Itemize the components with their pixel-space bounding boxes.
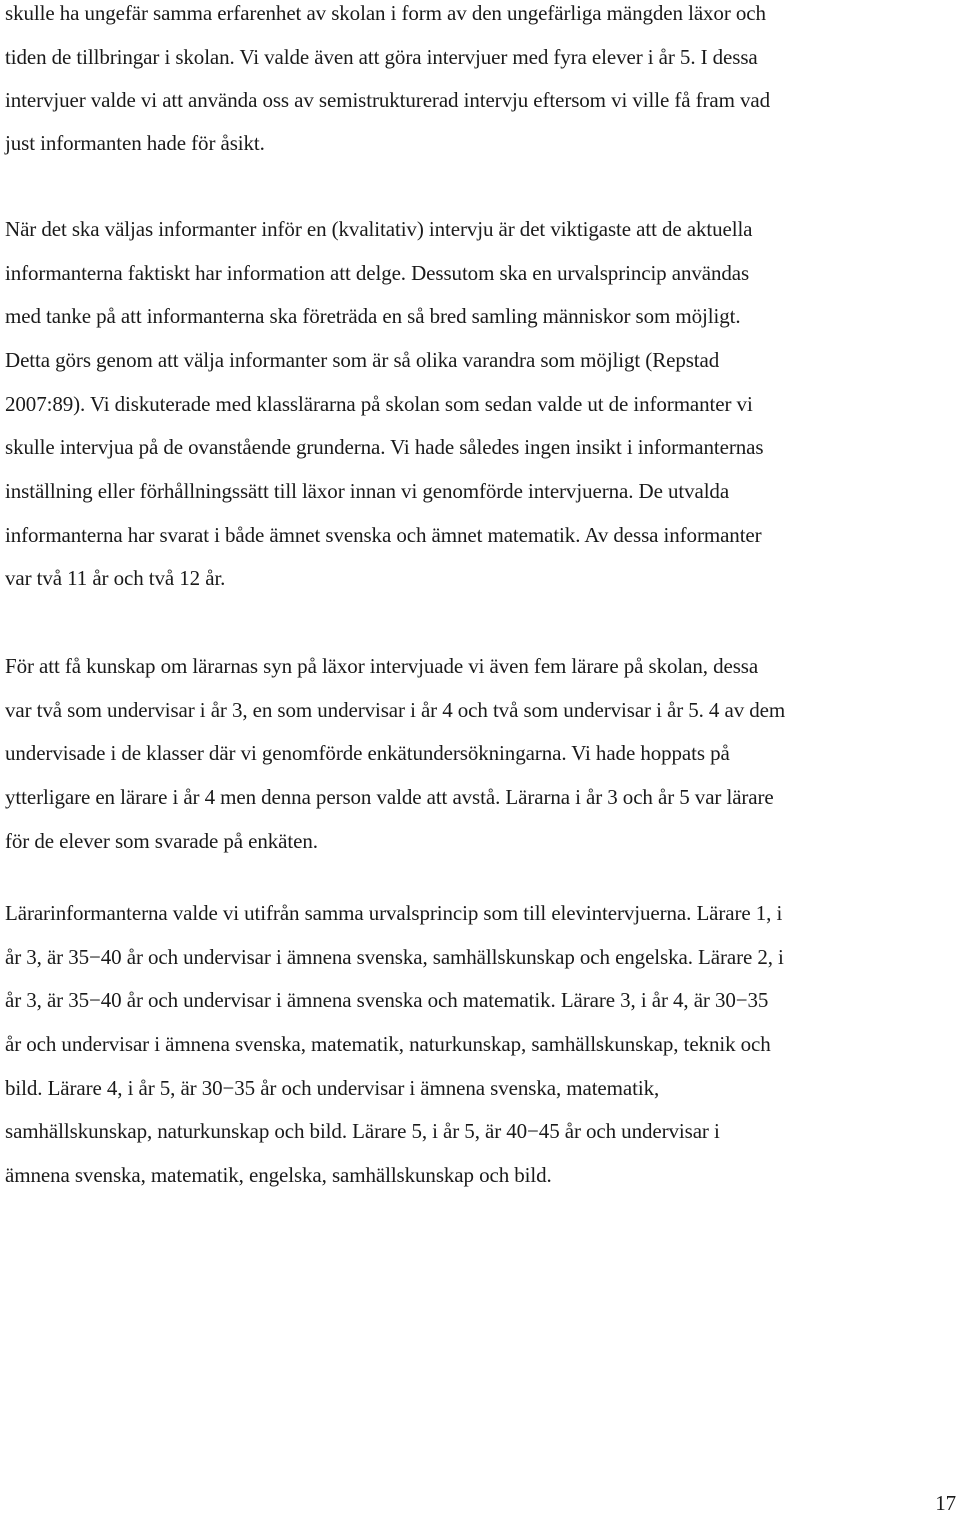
- text-line: år 3, är 35−40 år och undervisar i ämnena svenska och matematik. Lärare 3, i år 4, är 30−35: [5, 988, 769, 1012]
- text-line: samhällskunskap, naturkunskap och bild. Lärare 5, i år 5, är 40−45 år och undervisar i: [5, 1119, 720, 1143]
- text-line: just informanten hade för åsikt.: [5, 131, 265, 155]
- page-number: 17: [935, 1491, 956, 1515]
- text-line: år 3, är 35−40 år och undervisar i ämnena svenska, samhällskunskap och engelska. Lärare 2, i: [5, 945, 784, 969]
- text-line: ytterligare en lärare i år 4 men denna person valde att avstå. Lärarna i år 3 och år 5 var lärare: [5, 785, 774, 809]
- text-line: år och undervisar i ämnena svenska, matematik, naturkunskap, samhällskunskap, teknik och: [5, 1032, 771, 1056]
- text-line: För att få kunskap om lärarnas syn på läxor intervjuade vi även fem lärare på skolan, dessa: [5, 654, 759, 678]
- text-line: 2007:89). Vi diskuterade med klasslärarna på skolan som sedan valde ut de informanter vi: [5, 392, 753, 416]
- text-line: var två 11 år och två 12 år.: [5, 566, 226, 590]
- text-line: för de elever som svarade på enkäten.: [5, 829, 318, 853]
- text-line: ämnena svenska, matematik, engelska, samhällskunskap och bild.: [5, 1163, 552, 1187]
- text-line: undervisade i de klasser där vi genomförde enkätundersökningarna. Vi hade hoppats på: [5, 741, 730, 765]
- text-line: informanterna faktiskt har information att delge. Dessutom ska en urvalsprincip användas: [5, 261, 750, 285]
- text-line: tiden de tillbringar i skolan. Vi valde även att göra intervjuer med fyra elever i år 5. I dessa: [5, 45, 758, 69]
- text-line: med tanke på att informanterna ska företräda en så bred samling människor som möjligt.: [5, 304, 741, 328]
- text-line: var två som undervisar i år 3, en som undervisar i år 4 och två som undervisar i år 5. 4 av dem: [5, 698, 786, 722]
- text-line: skulle ha ungefär samma erfarenhet av skolan i form av den ungefärliga mängden läxor och: [5, 1, 766, 25]
- text-line: intervjuer valde vi att använda oss av semistrukturerad intervju eftersom vi ville få fram vad: [5, 88, 771, 112]
- text-line: Detta görs genom att välja informanter som är så olika varandra som möjligt (Repstad: [5, 348, 720, 372]
- text-line: När det ska väljas informanter inför en (kvalitativ) intervju är det viktigaste att de aktuella: [5, 217, 753, 241]
- text-line: bild. Lärare 4, i år 5, är 30−35 år och undervisar i ämnena svenska, matematik,: [5, 1076, 660, 1100]
- text-line: skulle intervjua på de ovanstående grunderna. Vi hade således ingen insikt i informanternas: [5, 435, 764, 459]
- text-line: Lärarinformanterna valde vi utifrån samma urvalsprincip som till elevintervjuerna. Lärare 1, i: [5, 901, 783, 925]
- text-line: inställning eller förhållningssätt till läxor innan vi genomförde intervjuerna. De utvalda: [5, 479, 730, 503]
- text-line: informanterna har svarat i både ämnet svenska och ämnet matematik. Av dessa informanter: [5, 523, 762, 547]
